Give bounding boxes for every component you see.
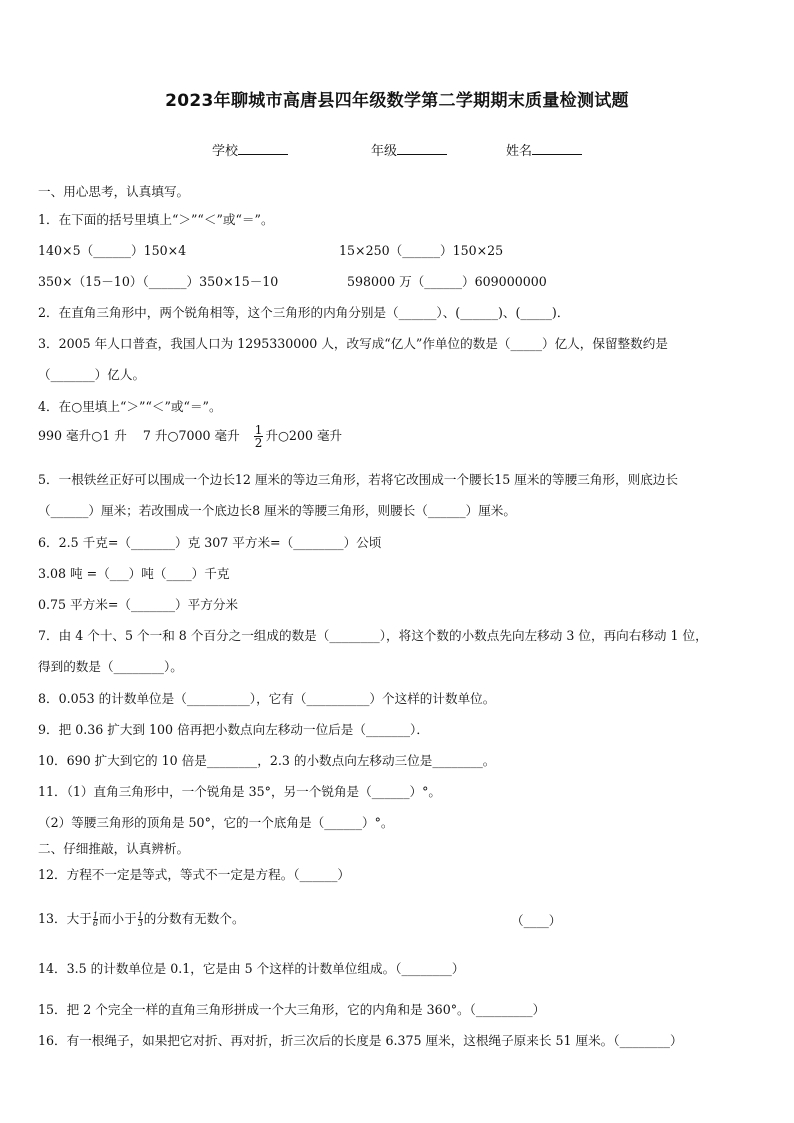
- name-blank[interactable]: [532, 141, 582, 155]
- question-6-line1: 6．2.5 千克=（_______）克 307 平方米=（________）公顷: [38, 535, 382, 550]
- grade-label: 年级: [371, 144, 398, 159]
- school-label: 学校: [212, 144, 239, 159]
- fraction-denominator: 2: [254, 436, 263, 450]
- page-title: 2023年聊城市高唐县四年级数学第二学期期末质量检测试题: [165, 91, 629, 111]
- grade-field[interactable]: [371, 140, 447, 159]
- q13-mid: 而小于: [98, 911, 137, 926]
- question-3-line2: （_______）亿人。: [38, 367, 146, 382]
- q4-expr-a: 990 毫升○1 升: [38, 428, 127, 443]
- question-9: 9．把 0.36 扩大到 100 倍再把小数点向左移动一位后是（_______）．: [38, 722, 429, 737]
- q1-row2-expr1: 350×（15－10）（______）350×15－10: [38, 274, 279, 289]
- q4-expressions: [38, 424, 342, 449]
- question-15: 15．把 2 个完全一样的直角三角形拼成一个大三角形，它的内角和是 360°。（_________）: [38, 1002, 546, 1017]
- question-14: 14．3.5 的计数单位是 0.1，它是由 5 个这样的计数单位组成。（________）: [38, 961, 465, 976]
- q13-fraction-2: [138, 912, 143, 927]
- question-10: 10．690 扩大到它的 10 倍是________，2.3 的小数点向左移动三位是________。: [38, 753, 496, 768]
- q1-row1-expr1: 140×5（______）150×4: [38, 243, 187, 258]
- question-4: 4．在○里填上“＞”“＜”或“＝”。: [38, 399, 222, 414]
- q1-row1-expr2: 15×250（______）150×25: [339, 243, 504, 258]
- school-field[interactable]: [212, 140, 288, 159]
- fraction-denominator: 6: [92, 919, 98, 928]
- question-6-line2: 3.08 吨 =（___）吨（____）千克: [38, 566, 230, 581]
- question-2: 2．在直角三角形中，两个锐角相等，这个三角形的内角分别是（______）、(______)、(_____)．: [38, 305, 570, 320]
- school-blank[interactable]: [238, 141, 288, 155]
- question-5-line2: （______）厘米；若改围成一个底边长8 厘米的等腰三角形，则腰长（______）厘米。: [38, 503, 516, 518]
- q13-fraction-1: [93, 912, 98, 927]
- fraction-numerator: 1: [137, 910, 143, 920]
- question-11-part1: 11．（1）直角三角形中，一个锐角是 35°，另一个锐角是（______）°。: [38, 784, 441, 799]
- q13-prefix: 13．大于: [38, 911, 92, 926]
- q13-answer-blank[interactable]: （____）: [511, 913, 562, 928]
- section-heading-1: 一、用心思考，认真填写。: [38, 184, 190, 199]
- name-field[interactable]: [506, 140, 582, 159]
- fraction-numerator: 1: [92, 910, 98, 920]
- fraction-numerator: 1: [254, 423, 263, 437]
- grade-blank[interactable]: [397, 141, 447, 155]
- question-7-line1: 7．由 4 个十、5 个一和 8 个百分之一组成的数是（________），将这个数的小数点先向左移动 3 位，再向右移动 1 位，: [38, 628, 708, 643]
- section-heading-2: 二、仔细推敲，认真辨析。: [38, 841, 190, 856]
- question-13: [38, 908, 245, 927]
- question-7-line2: 得到的数是（________）。: [38, 659, 183, 674]
- question-5-line1: 5．一根铁丝正好可以围成一个边长12 厘米的等边三角形，若将它改围成一个腰长15 厘米的等腰三角形，则底边长: [38, 472, 678, 487]
- question-8: 8．0.053 的计数单位是（__________），它有（__________）个这样的计数单位。: [38, 691, 496, 706]
- q1-row2-expr2: 598000 万（______）609000000: [347, 274, 547, 289]
- name-label: 姓名: [506, 144, 533, 159]
- q4-expr-b: 7 升○7000 毫升: [142, 428, 240, 443]
- q13-suffix: 的分数有无数个。: [143, 911, 245, 926]
- question-1: 1．在下面的括号里填上“＞”“＜”或“＝”。: [38, 212, 274, 227]
- q4-expr-c: 升○200 毫升: [265, 428, 343, 443]
- fraction-denominator: 3: [137, 919, 143, 928]
- question-6-line3: 0.75 平方米=（_______）平方分米: [38, 597, 239, 612]
- question-11-part2: （2）等腰三角形的顶角是 50°，它的一个底角是（______）°。: [38, 815, 394, 830]
- question-12: 12．方程不一定是等式，等式不一定是方程。（______）: [38, 867, 350, 882]
- question-16: 16．有一根绳子，如果把它对折、再对折，折三次后的长度是 6.375 厘米，这根绳子原来长 51 厘米。（________）: [38, 1033, 683, 1048]
- q4-fraction-half: [254, 424, 264, 449]
- question-3-line1: 3．2005 年人口普查，我国人口为 1295330000 人，改写成“亿人”作单位的数是（_____）亿人，保留整数约是: [38, 336, 668, 351]
